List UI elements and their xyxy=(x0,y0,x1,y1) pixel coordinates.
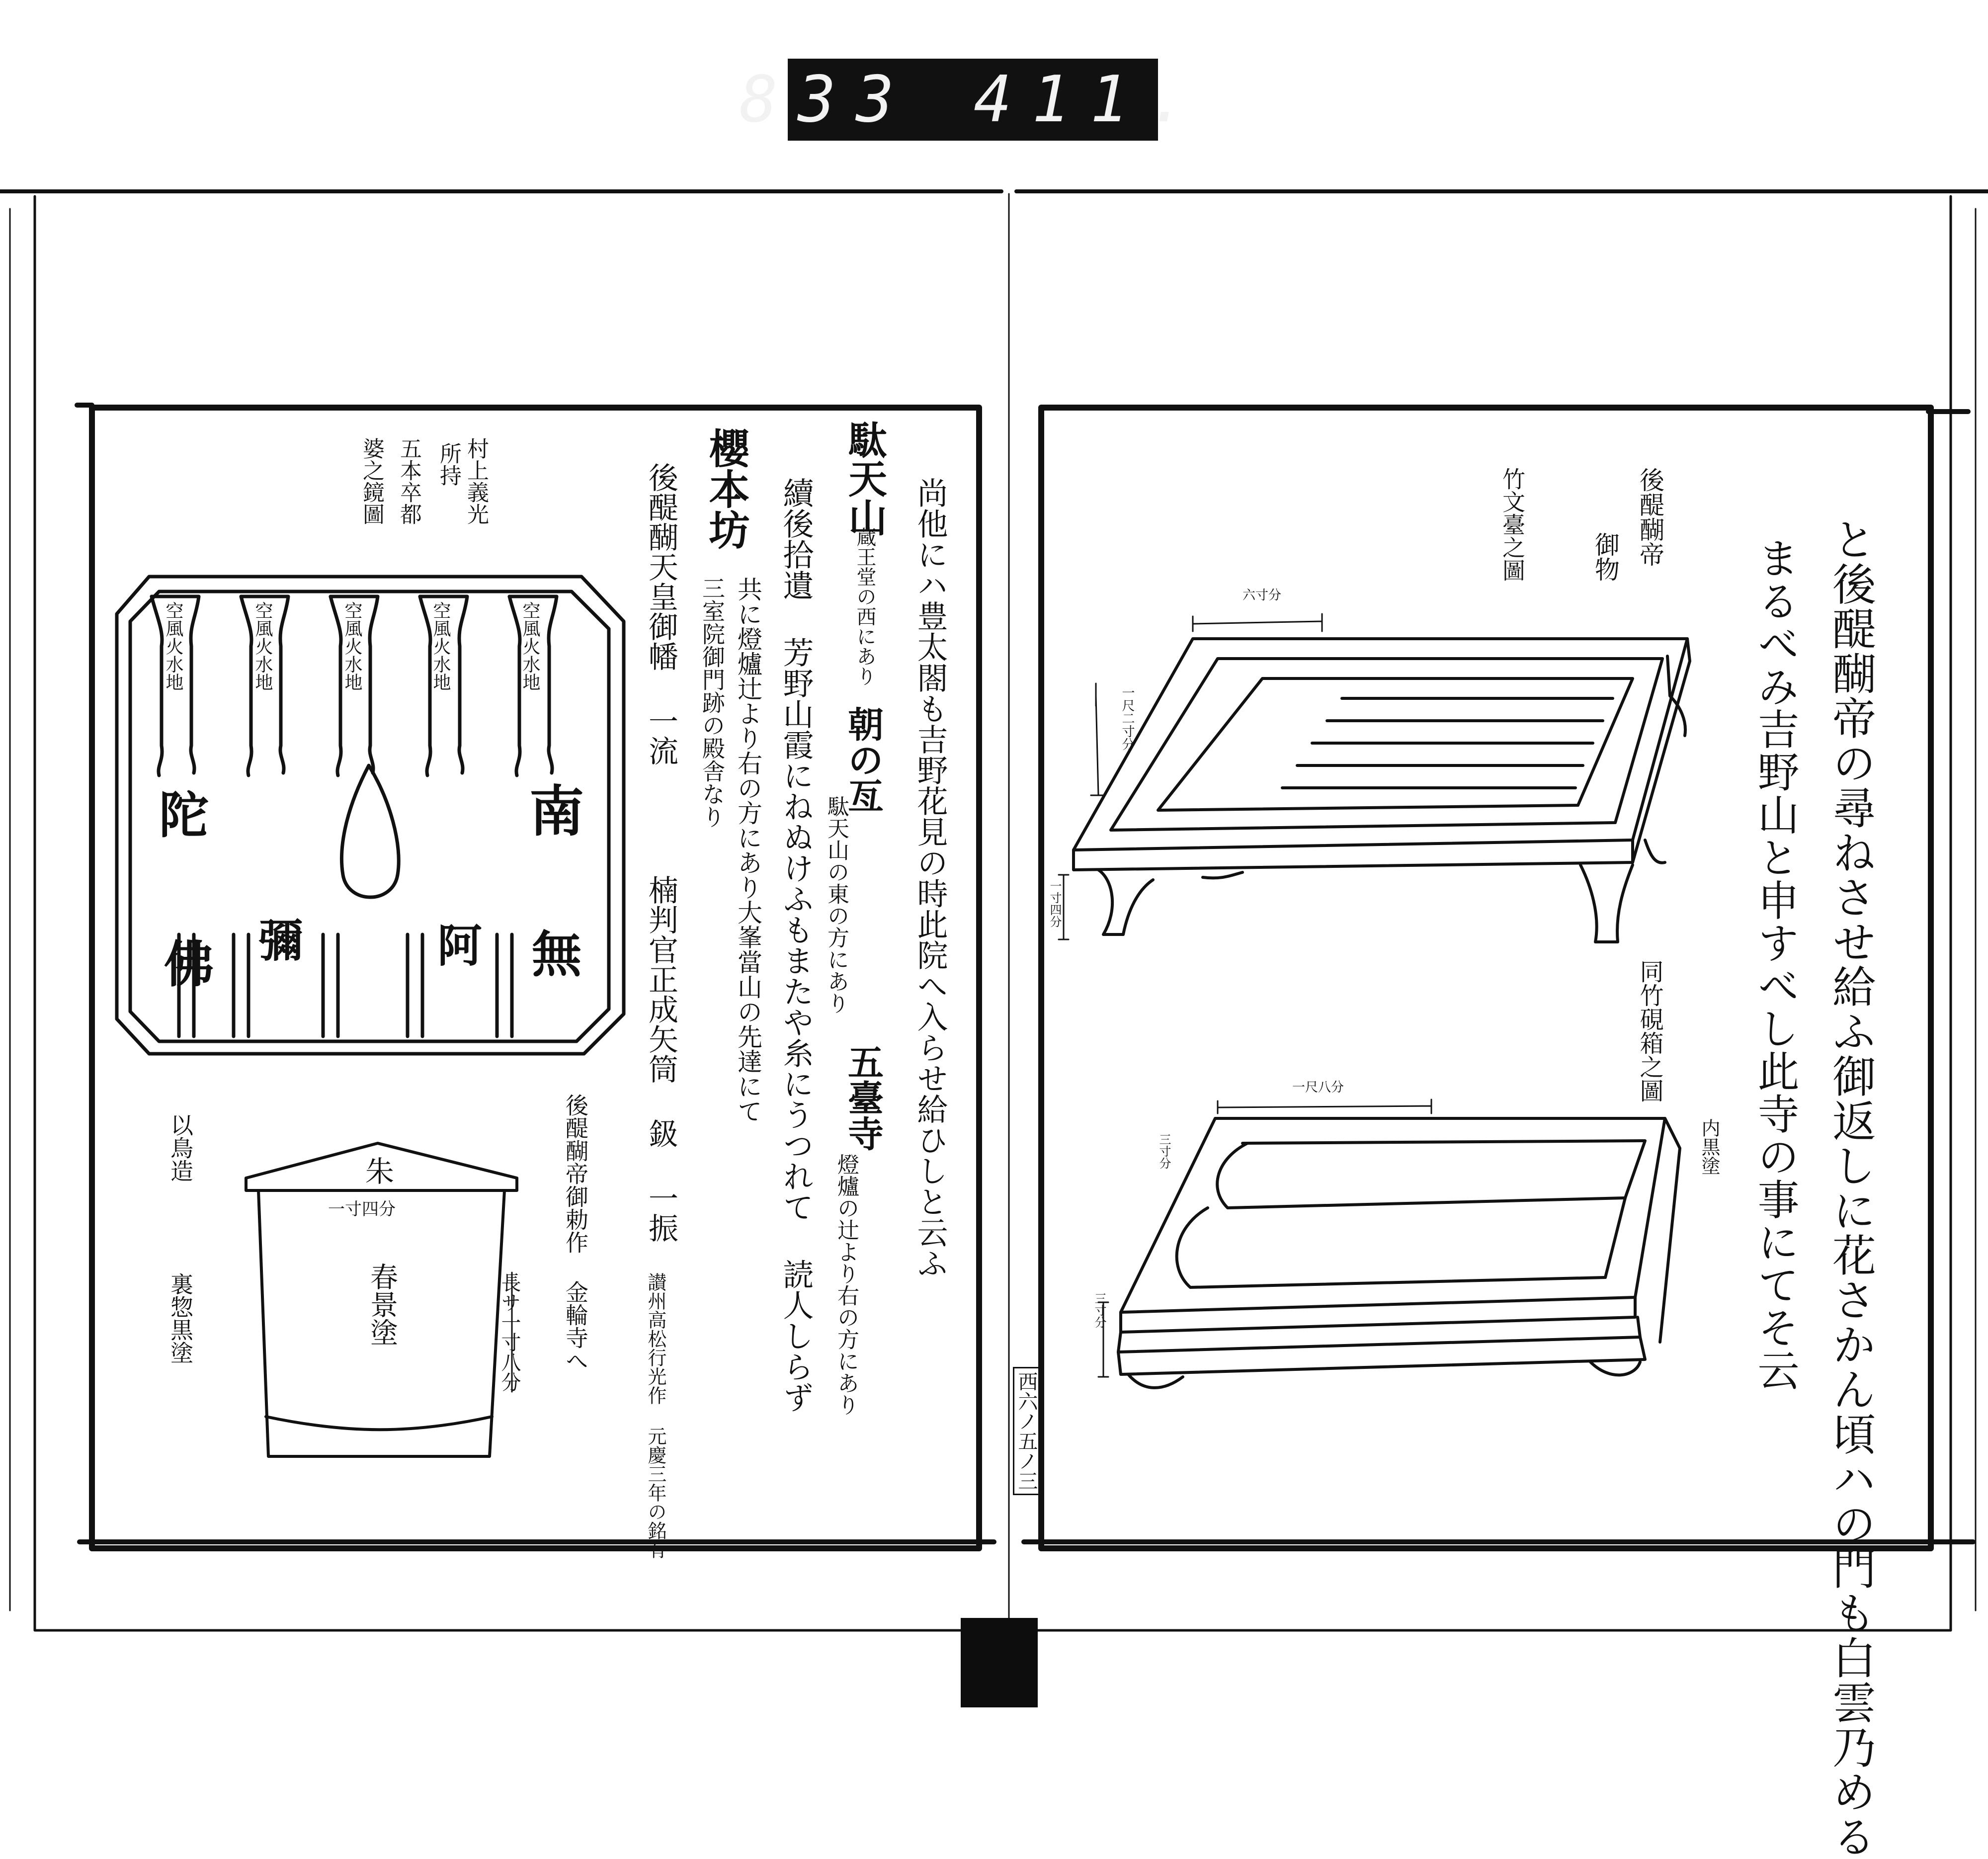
stamp-left-number: 833 xyxy=(739,63,914,137)
col-4-poem: 續後拾遺 芳野山霞にねぬけふもまたや糸にうつれて 読人しらず xyxy=(778,477,814,1413)
mirror-glyph-2: 無 xyxy=(532,925,581,984)
mirror-caption-1: 村上義光 xyxy=(463,437,489,525)
stupa-label-1: 空風火水地 xyxy=(520,601,540,691)
mirror-glyph-1: 南 xyxy=(529,779,584,844)
quiver-side-2: 裏惣黒塗 xyxy=(167,1272,194,1364)
col-7-text: 楠判官正成矢筒 鈒 一振 xyxy=(644,875,678,1243)
caption-imperial-item: 御物 xyxy=(1591,532,1620,582)
mirror-glyph-5: 陀 xyxy=(159,786,209,845)
col-8-note: 長サ一寸八分 xyxy=(498,1272,521,1392)
dim-label-5: 一尺八分 xyxy=(1292,1080,1344,1095)
col-1-text: 尚他にハ豊太閤も吉野花見の時此院へ入らせ給ひしと云ふ xyxy=(912,477,948,1278)
col-1-title: 駄天山 xyxy=(842,420,887,536)
mirror-caption-2: 所持 xyxy=(436,442,461,486)
col-5-text: 共に燈爐辻より右の方にあり大峯當山の先達にて xyxy=(734,577,762,1123)
stupa-label-2: 空風火水地 xyxy=(430,601,451,691)
right-main-text-col1: と後醍醐帝の尋ねさせ給ふ御返しに花さかん頃ハの門も白雲乃める xyxy=(1825,517,1877,1859)
right-main-text-col2: まるべみ吉野山と申すべし此寺の事にてそ云 xyxy=(1751,537,1800,1392)
dim-label-2: 一尺二寸分 xyxy=(1120,686,1135,751)
mirror-glyph-4: 彌 xyxy=(258,915,303,967)
caption-tray-title: 竹文臺之圖 xyxy=(1499,467,1526,582)
col-8-text: 後醍醐帝御勅作 金輪寺へ xyxy=(562,1094,589,1372)
quiver-sub-label: 一寸四分 xyxy=(328,1199,396,1219)
col-5-title: 櫻本坊 xyxy=(702,427,750,550)
mirror-glyph-3: 阿 xyxy=(437,920,482,972)
col-5-note: 三室院御門跡の殿舎なり xyxy=(699,577,726,828)
mirror-caption-3: 五本卒都 xyxy=(396,437,421,525)
quiver-side-1: 以鳥造 xyxy=(167,1113,194,1182)
dim-label-3: 一寸四分 xyxy=(1048,880,1062,928)
stupa-label-5: 空風火水地 xyxy=(163,601,183,691)
mirror-glyph-6: 佛 xyxy=(164,935,214,994)
caption-inkstone-box: 同竹硯箱之圖 xyxy=(1636,959,1663,1102)
dim-label-1: 六寸分 xyxy=(1242,588,1282,603)
quiver-body-label: 春景塗 xyxy=(366,1263,398,1346)
dim-label-4: 三寸分 xyxy=(1092,1292,1106,1328)
tray-drawing xyxy=(1059,614,1690,942)
bottom-gutter-tab xyxy=(961,1618,1038,1707)
stamp-right-number: 411. xyxy=(973,63,1207,137)
col-1-note: 蔵王堂の西にあり xyxy=(853,527,876,686)
quiver-top-label: 朱 xyxy=(365,1155,395,1188)
col-6-text: 後醍醐天皇御幡 一流 xyxy=(644,462,678,765)
col-2-note: 駄天山の東の方にあり xyxy=(824,795,849,1014)
caption-emperor: 後醍醐帝 xyxy=(1636,467,1664,567)
inkstone-box-drawing xyxy=(1098,1099,1680,1388)
col-3-note: 燈爐の辻より右の方にあり xyxy=(833,1153,859,1416)
stupa-label-4: 空風火水地 xyxy=(252,601,273,691)
col-7-note: 讃州高松行光作 元慶三年の銘有 xyxy=(645,1272,666,1559)
caption-inner-black: 内黒塗 xyxy=(1698,1118,1720,1175)
col-3-title: 五臺寺 xyxy=(842,1044,884,1151)
col-2-title: 朝の亙 xyxy=(842,706,884,813)
dim-label-6: 三寸分 xyxy=(1157,1133,1171,1169)
stupa-label-3: 空風火水地 xyxy=(342,601,362,691)
mirror-caption-4: 婆之鏡圖 xyxy=(359,437,384,525)
folio-mark: 西六ノ五ノ三 xyxy=(1013,1367,1040,1495)
